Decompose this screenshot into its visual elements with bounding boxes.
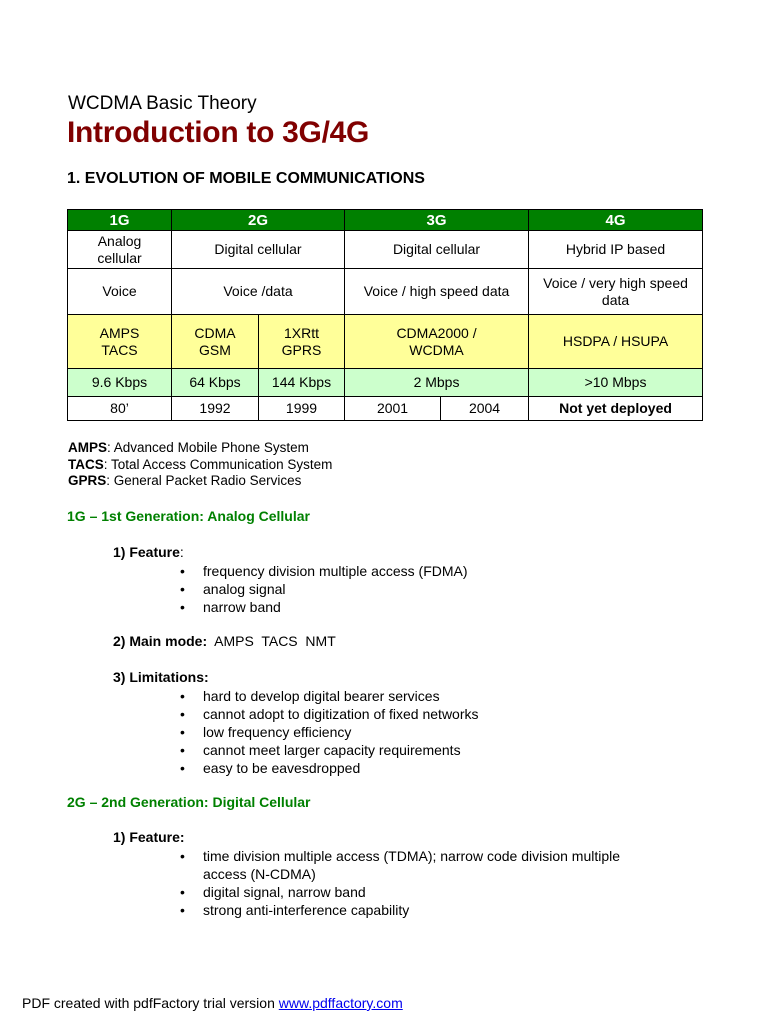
bullet-icon: • — [180, 848, 185, 864]
bullet-icon: • — [180, 742, 185, 758]
bullet-icon: • — [180, 706, 185, 722]
list-item — [180, 562, 468, 580]
cell-2g-type: Digital cellular — [172, 231, 345, 269]
cell-4g-service: Voice / very high speed data — [529, 269, 703, 315]
list-item-text: time division multiple access (TDMA); narrow code division multiple access (N-CDMA) — [203, 848, 621, 882]
list-item-text: easy to be eavesdropped — [203, 760, 361, 776]
document-subtitle: WCDMA Basic Theory — [68, 93, 257, 114]
table-row-year — [68, 397, 703, 421]
cell-3g-year-a: 2001 — [345, 397, 441, 421]
bullet-icon: • — [180, 760, 185, 776]
table-header-row — [68, 210, 703, 231]
list-item — [180, 741, 479, 759]
cell-2g-year-b: 1999 — [259, 397, 345, 421]
abbreviation-term: GPRS — [68, 473, 107, 488]
pdf-footer — [22, 995, 403, 1011]
list-item — [180, 705, 479, 723]
cell-3g-service: Voice / high speed data — [345, 269, 529, 315]
list-item — [180, 723, 479, 741]
list-item — [180, 847, 650, 883]
cell-4g-tech: HSDPA / HSUPA — [529, 315, 703, 369]
list-item-text: cannot meet larger capacity requirements — [203, 742, 461, 758]
gen2-feature-list — [180, 847, 650, 919]
cell-4g-speed: >10 Mbps — [529, 369, 703, 397]
gen1-feature-label — [113, 544, 184, 560]
section-heading: 1. EVOLUTION OF MOBILE COMMUNICATIONS — [67, 170, 425, 187]
list-item-text: low frequency efficiency — [203, 724, 352, 740]
table-row-tech — [68, 315, 703, 369]
list-item-text: cannot adopt to digitization of fixed networks — [203, 706, 479, 722]
list-item-text: digital signal, narrow band — [203, 884, 366, 900]
header-4g: 4G — [529, 210, 703, 231]
gen1-main-mode — [113, 633, 336, 649]
cell-1g-type: Analog cellular — [68, 231, 172, 269]
cell-4g-year: Not yet deployed — [529, 397, 703, 421]
evolution-table — [67, 209, 703, 421]
abbreviation-tacs — [68, 457, 332, 472]
gen1-limitations-label — [113, 669, 209, 685]
list-item — [180, 901, 650, 919]
table-row-type — [68, 231, 703, 269]
list-item — [180, 580, 468, 598]
footer-text: PDF created with pdfFactory trial version — [22, 995, 279, 1011]
list-item-text: hard to develop digital bearer services — [203, 688, 440, 704]
list-item — [180, 883, 650, 901]
table-row-speed — [68, 369, 703, 397]
list-item-text: analog signal — [203, 581, 286, 597]
label-bold: 1) Feature: — [113, 829, 185, 845]
abbreviation-gprs — [68, 473, 301, 488]
list-item-text: strong anti-interference capability — [203, 902, 410, 918]
gen1-limitations-list — [180, 687, 479, 777]
header-3g: 3G — [345, 210, 529, 231]
cell-1g-year: 80’ — [68, 397, 172, 421]
pdffactory-link[interactable]: www.pdffactory.com — [278, 995, 403, 1011]
cell-2g-service: Voice /data — [172, 269, 345, 315]
cell-2g-speed-a: 64 Kbps — [172, 369, 259, 397]
cell-1g-service: Voice — [68, 269, 172, 315]
gen2-heading: 2G – 2nd Generation: Digital Cellular — [67, 794, 311, 810]
abbreviation-desc: : Advanced Mobile Phone System — [107, 440, 309, 455]
label-bold: 1) Feature — [113, 544, 180, 560]
cell-1g-tech: AMPS TACS — [68, 315, 172, 369]
main-mode-value: AMPS TACS NMT — [214, 633, 336, 649]
gen2-feature-label — [113, 829, 185, 845]
label-colon: : — [179, 544, 184, 560]
table-row-service — [68, 269, 703, 315]
list-item — [180, 687, 479, 705]
cell-2g-tech-a: CDMA GSM — [172, 315, 259, 369]
bullet-icon: • — [180, 902, 185, 918]
bullet-icon: • — [180, 563, 185, 579]
cell-3g-speed: 2 Mbps — [345, 369, 529, 397]
header-2g: 2G — [172, 210, 345, 231]
cell-2g-speed-b: 144 Kbps — [259, 369, 345, 397]
cell-3g-year-b: 2004 — [441, 397, 529, 421]
cell-2g-year-a: 1992 — [172, 397, 259, 421]
bullet-icon: • — [180, 724, 185, 740]
cell-3g-tech: CDMA2000 / WCDMA — [345, 315, 529, 369]
list-item — [180, 598, 468, 616]
label-bold: 2) Main mode: — [113, 633, 208, 649]
abbreviation-term: AMPS — [68, 440, 108, 455]
bullet-icon: • — [180, 599, 185, 615]
cell-4g-type: Hybrid IP based — [529, 231, 703, 269]
bullet-icon: • — [180, 581, 185, 597]
abbreviation-term: TACS — [68, 457, 104, 472]
bullet-icon: • — [180, 688, 185, 704]
bullet-icon: • — [180, 884, 185, 900]
label-bold: 3) Limitations: — [113, 669, 209, 685]
cell-2g-tech-b: 1XRtt GPRS — [259, 315, 345, 369]
list-item — [180, 759, 479, 777]
list-item-text: narrow band — [203, 599, 281, 615]
abbreviation-amps — [68, 440, 309, 455]
gen1-feature-list — [180, 562, 468, 616]
list-item-text: frequency division multiple access (FDMA) — [203, 563, 468, 579]
abbreviation-desc: : General Packet Radio Services — [106, 473, 302, 488]
abbreviation-desc: : Total Access Communication System — [103, 457, 333, 472]
cell-3g-type: Digital cellular — [345, 231, 529, 269]
gen1-heading: 1G – 1st Generation: Analog Cellular — [67, 508, 310, 524]
document-title: Introduction to 3G/4G — [67, 116, 370, 149]
header-1g: 1G — [68, 210, 172, 231]
cell-1g-speed: 9.6 Kbps — [68, 369, 172, 397]
